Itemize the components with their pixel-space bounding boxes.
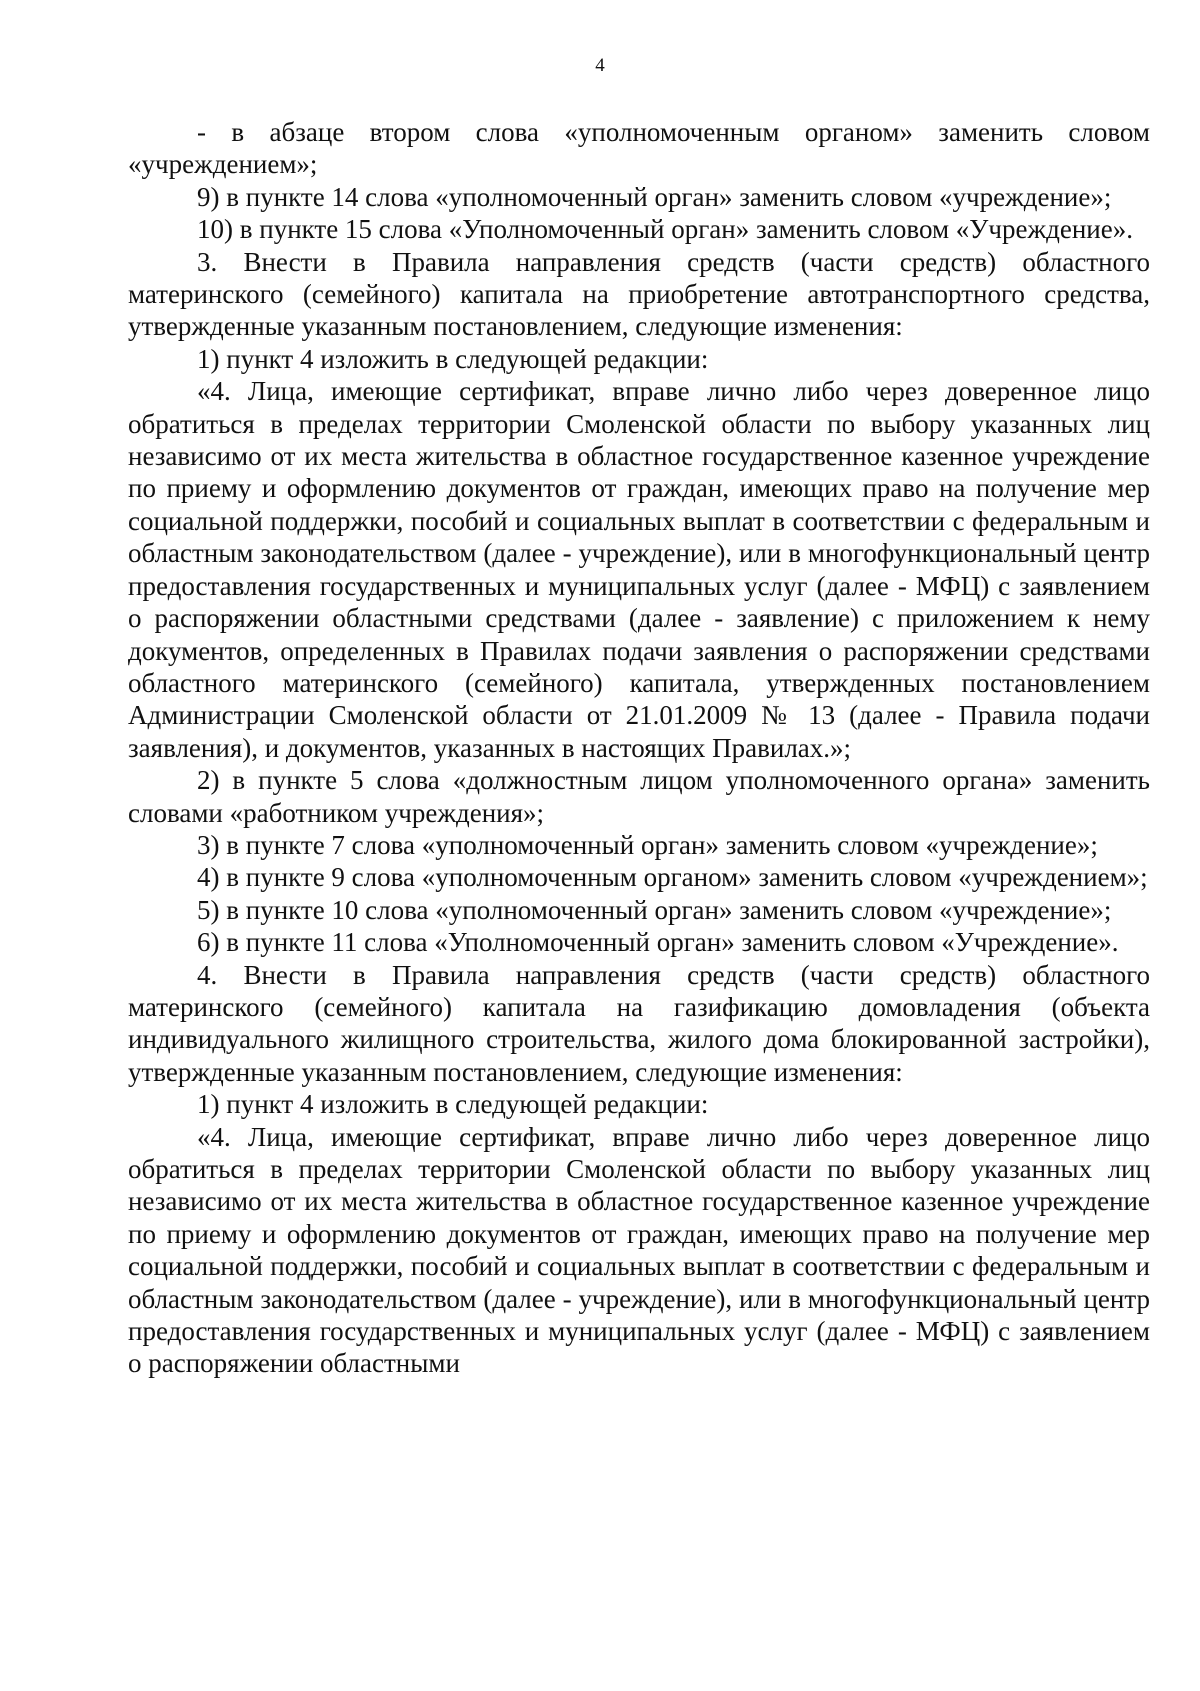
paragraph-section-3-item-6: 6) в пункте 11 слова «Уполномоченный орган» заменить словом «Учреждение». [197,927,1119,958]
page-number: 4 [595,55,605,76]
paragraph-section-3-item-2: 2) в пункте 5 слова «должностным лицом уполномоченного органа» заменить словами «работником учреждения»; [128,765,1150,828]
paragraph-section-4-item-1: 1) пункт 4 изложить в следующей редакции: [197,1089,709,1120]
paragraph-section-3-new-clause-4: «4. Лица, имеющие сертификат, вправе лично либо через доверенное лицо обратиться в пределах территории Смоленской области по выбору указанных лиц независимо от их места жительства в областное государственное казенное учреждение по приему и оформлению документов от граждан, имеющих право на получение мер социальной поддержки, пособий и социальных выплат в соответствии с федеральным и областным законодательством (далее - учреждение), или в многофункциональный центр предоставления государственных и муниципальных услуг (далее - МФЦ) с заявлением о распоряжении областными средствами (далее - заявление) с приложением к нему документов, определенных в Правилах подачи заявления о распоряжении средствами областного материнского (семейного) капитала, утвержденных постановлением Администрации Смоленской области от 21.01.2009 № 13 (далее - Правила подачи заявления), и документов, указанных в настоящих Правилах.»; [128,376,1150,763]
paragraph-item-9: 9) в пункте 14 слова «уполномоченный орган» заменить словом «учреждение»; [197,181,1112,212]
document-body [128,116,1150,1380]
paragraph-section-3-item-4: 4) в пункте 9 слова «уполномоченным органом» заменить словом «учреждением»; [197,862,1148,893]
paragraph-section-3: 3. Внести в Правила направления средств (части средств) областного материнского (семейного) капитала на приобретение автотранспортного средства, утвержденные указанным постановлением, следующие изменения: [128,246,1150,342]
paragraph-item-10: 10) в пункте 15 слова «Уполномоченный орган» заменить словом «Учреждение». [197,214,1133,245]
paragraph-section-4: 4. Внести в Правила направления средств (части средств) областного материнского (семейного) капитала на газификацию домовладения (объекта индивидуального жилищного строительства, жилого дома блокированной застройки), утвержденные указанным постановлением, следующие изменения: [128,959,1150,1087]
paragraph-section-3-item-1: 1) пункт 4 изложить в следующей редакции: [197,343,709,374]
paragraph-section-3-item-3: 3) в пункте 7 слова «уполномоченный орган» заменить словом «учреждение»; [197,829,1098,860]
paragraph-section-3-item-5: 5) в пункте 10 слова «уполномоченный орган» заменить словом «учреждение»; [197,894,1112,925]
paragraph-section-4-new-clause-4: «4. Лица, имеющие сертификат, вправе лично либо через доверенное лицо обратиться в пределах территории Смоленской области по выбору указанных лиц независимо от их места жительства в областное государственное казенное учреждение по приему и оформлению документов от граждан, имеющих право на получение мер социальной поддержки, пособий и социальных выплат в соответствии с федеральным и областным законодательством (далее - учреждение), или в многофункциональный центр предоставления государственных и муниципальных услуг (далее - МФЦ) с заявлением о распоряжении областными [128,1121,1150,1379]
paragraph-amend-subparagraph-2: - в абзаце втором слова «уполномоченным органом» заменить словом «учреждением»; [128,117,1150,180]
